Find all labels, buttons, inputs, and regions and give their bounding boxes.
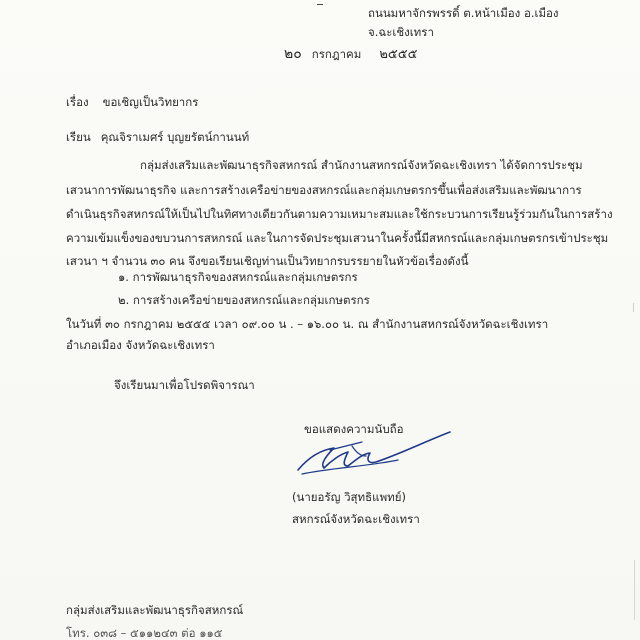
page-edge-mark: [624, 560, 635, 620]
address-line-2: จ.ฉะเชิงเทรา: [368, 25, 434, 39]
letterhead-fragment: [317, 0, 323, 5]
salutation-line: [66, 130, 249, 144]
closing-line: จึงเรียนมาเพื่อโปรดพิจารณา: [114, 378, 255, 392]
body-line-5: เสวนา ฯ จำนวน ๓๐ คน จึงขอเรียนเชิญท่านเป็นวิทยากรบรรยายในหัวข้อเรื่องดังนี้: [66, 254, 469, 268]
body-line-3: ดำเนินธุรกิจสหกรณ์ให้เป็นไปในทิศทางเดียวกันตามความเหมาะสมและใช้กระบวนการเรียนรู้ร่วมกันในการสร้าง: [66, 207, 613, 221]
subject-line: [66, 95, 198, 109]
salutation-text: คุณจิราเมศร์ บุญยรัตน์กานนท์: [100, 130, 250, 144]
topic-item-2: ๒. การสร้างเครือข่ายของสหกรณ์และกลุ่มเกษตรกร: [118, 293, 370, 307]
signer-name: (นายอรัญ วิสุทธิแพทย์): [292, 490, 406, 504]
footer-department: กลุ่มส่งเสริมและพัฒนาธุรกิจสหกรณ์: [66, 603, 244, 617]
subject-label: เรื่อง: [66, 95, 89, 109]
signer-position: สหกรณ์จังหวัดฉะเชิงเทรา: [292, 512, 420, 526]
date-day: ๒๐: [284, 46, 302, 62]
punch-hole-mark: [627, 303, 634, 312]
date-year: ๒๕๕๕: [379, 47, 418, 62]
respect-line: ขอแสดงความนับถือ: [304, 422, 404, 436]
salutation-label: เรียน: [66, 130, 91, 144]
topic-item-1: ๑. การพัฒนาธุรกิจของสหกรณ์และกลุ่มเกษตรกร: [118, 270, 358, 284]
subject-text: ขอเชิญเป็นวิทยากร: [102, 95, 199, 109]
address-line-1: ถนนมหาจักรพรรดิ์ ต.หน้าเมือง อ.เมือง: [368, 6, 559, 20]
date-month: กรกฎาคม: [311, 47, 362, 61]
handwritten-signature: [290, 420, 460, 482]
body-line-7: อำเภอเมือง จังหวัดฉะเชิงเทรา: [66, 338, 215, 352]
body-line-2: เสวนาการพัฒนาธุรกิจ และการสร้างเครือข่ายของสหกรณ์และกลุ่มเกษตรกรขึ้นเพื่อส่งเสริมและพัฒนาการ: [66, 183, 582, 197]
body-line-6: ในวันที่ ๓๐ กรกฎาคม ๒๕๕๕ เวลา ๐๙.๐๐ น . – ๑๖.๐๐ น. ณ สำนักงานสหกรณ์จังหวัดฉะเชิงเทรา: [66, 317, 549, 331]
body-line-4: ความเข้มแข็งของขบวนการสหกรณ์ และในการจัดประชุมเสวนาในครั้งนี้มีสหกรณ์และกลุ่มเกษตรกรเข้าประชุม: [66, 231, 609, 245]
footer-phone: โทร. ๐๓๘ – ๕๑๑๒๔๓ ต่อ ๑๑๕: [66, 626, 223, 640]
letter-date: [284, 47, 417, 62]
body-line-1: กลุ่มส่งเสริมและพัฒนาธุรกิจสหกรณ์ สำนักงานสหกรณ์จังหวัดฉะเชิงเทรา ได้จัดการประชุม: [140, 158, 583, 172]
